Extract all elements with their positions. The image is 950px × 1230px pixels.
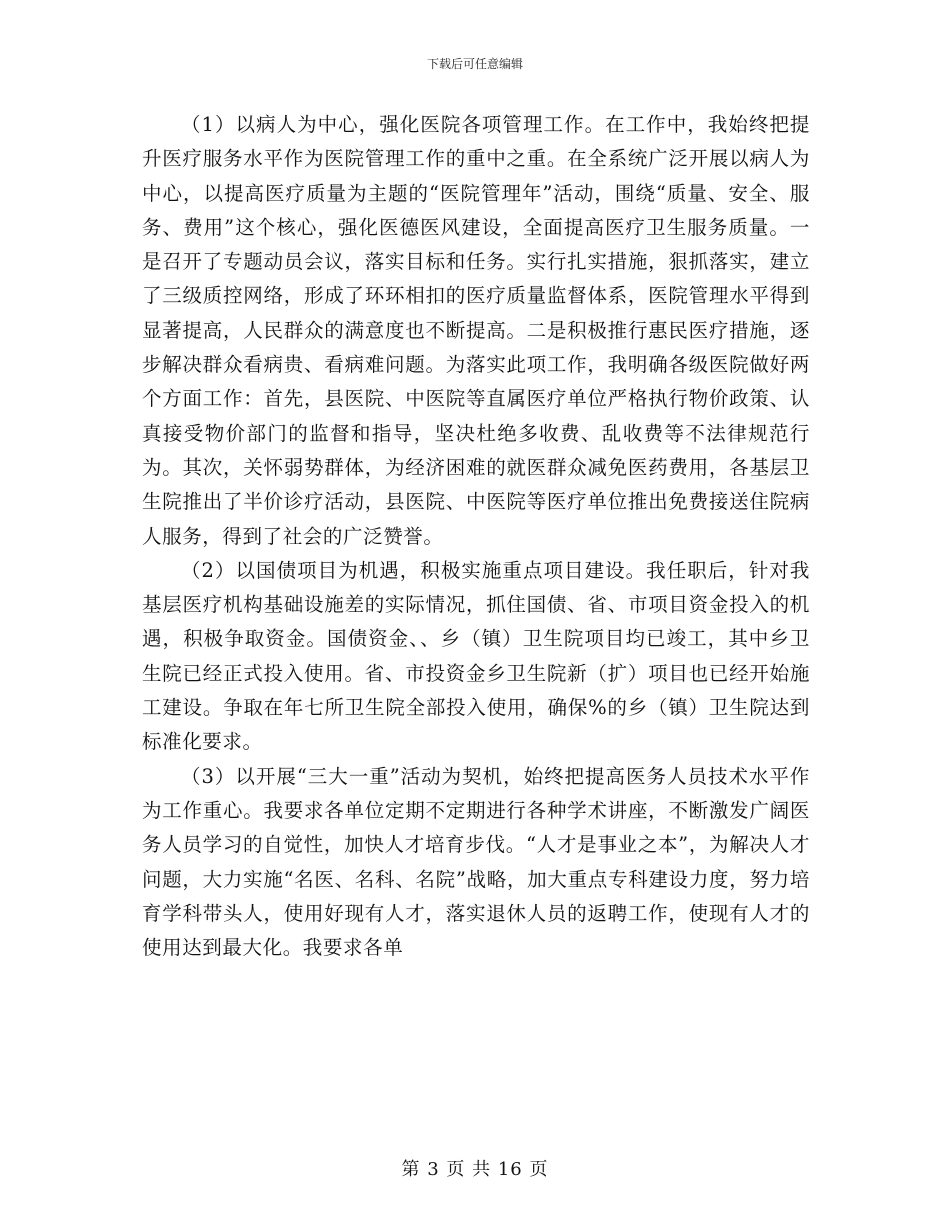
paragraph-1: （1）以病人为中心，强化医院各项管理工作。在工作中，我始终把提升医疗服务水平作为医院管理工作的重中之重。在全系统广泛开展以病人为中心，以提高医疗质量为主题的“医院管理年”活动，围绕“质量、安全、服务、费用”这个核心，强化医德医风建设，全面提高医疗卫生服务质量。一是召开了专题动员会议，落实目标和任务。实行扎实措施，狠抓落实，建立了三级质控网络，形成了环环相扣的医疗质量监督体系，医院管理水平得到显著提高，人民群众的满意度也不断提高。二是积极推行惠民医疗措施，逐步解决群众看病贵、看病难问题。为落实此项工作，我明确各级医院做好两个方面工作：首先，县医院、中医院等直属医疗单位严格执行物价政策、认真接受物价部门的监督和指导，坚决杜绝多收费、乱收费等不法律规范行为。其次，关怀弱势群体，为经济困难的就医群众减免医药费用，各基层卫生院推出了半价诊疗活动，县医院、中医院等医疗单位推出免费接送住院病人服务，得到了社会的广泛赞誉。 [142, 113, 810, 548]
document-body [142, 108, 810, 965]
paragraph-3: （3）以开展“三大一重”活动为契机，始终把提高医务人员技术水平作为工作重心。我要求各单位定期不定期进行各种学术讲座，不断激发广阔医务人员学习的自觉性，加快人才培育步伐。“人才是事业之本”，为解决人才问题，大力实施“名医、名科、名院”战略，加大重点专科建设力度，努力培育学科带头人，使用好现有人才，落实退休人员的返聘工作，使现有人才的使用达到最大化。我要求各单 [142, 764, 810, 960]
paragraph-2: （2）以国债项目为机遇，积极实施重点项目建设。我任职后，针对我基层医疗机构基础设施差的实际情况，抓住国债、省、市项目资金投入的机遇，积极争取资金。国债资金、、乡（镇）卫生院项目均已竣工，其中乡卫生院已经正式投入使用。省、市投资金乡卫生院新（扩）项目也已经开始施工建设。争取在年七所卫生院全部投入使用，确保%的乡（镇）卫生院达到标准化要求。 [142, 558, 810, 754]
header-note: 下载后可任意编辑 [426, 57, 523, 71]
page-number: 第 3 页 共 16 页 [401, 1159, 549, 1180]
